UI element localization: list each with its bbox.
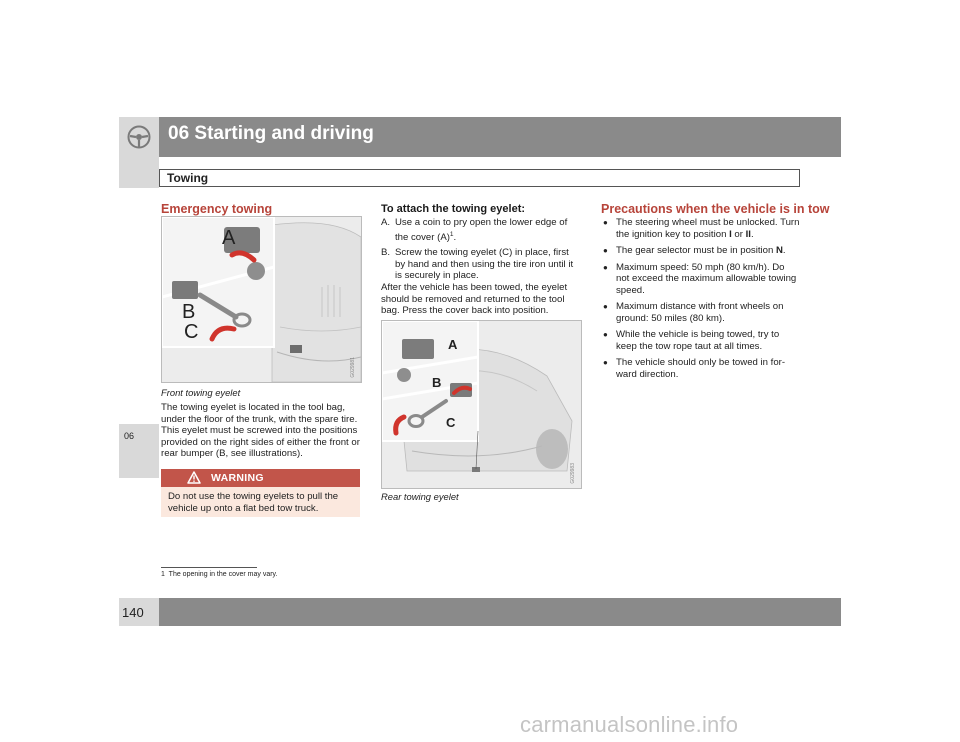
footnote-rule (161, 567, 257, 568)
precautions-heading (601, 202, 830, 216)
footer-band (159, 598, 841, 626)
text-part: The gear selector must be in position (616, 245, 776, 256)
gear-label: N (775, 245, 783, 256)
page-number: 140 (122, 605, 144, 620)
figure-label-b: B (432, 375, 442, 390)
rear-towing-illustration (382, 321, 581, 488)
watermark: carmanualsonline.info (520, 712, 739, 737)
precautions-list (601, 217, 800, 385)
eyelet-location-text: The towing eyelet is located in the tool bag, under the floor of the trunk, with the spare tire. This eyelet must be screwed into the positions provided on the right sides of either the front or rear bumper (B, see illustrations). (161, 402, 360, 459)
precaution-text: While the vehicle is being towed, try to keep the tow rope taut at all times. (616, 329, 780, 352)
steering-wheel-icon (127, 125, 151, 149)
warning-triangle-icon (187, 471, 201, 484)
precaution-item (601, 217, 800, 240)
warning-label: WARNING (211, 472, 264, 484)
chapter-side-tab-label: 06 (124, 431, 135, 441)
precaution-text: Maximum speed: 50 mph (80 km/h). Do not exceed the maximum allowable towing speed. (616, 261, 797, 296)
footnote-ref[interactable]: 1 (449, 230, 454, 238)
figure-code: G029981 (350, 357, 356, 378)
position-label: I (729, 228, 732, 240)
step-marker: A. (381, 217, 391, 228)
warning-text: Do not use the towing eyelets to pull the vehicle up onto a flat bed tow truck. (168, 491, 339, 514)
figure-label-b: B (182, 301, 196, 323)
step-text-tail: . (453, 231, 457, 243)
attach-eyelet-heading (381, 203, 525, 215)
bullet-icon: ● (603, 262, 608, 272)
front-eyelet-caption: Front towing eyelet (161, 387, 241, 398)
precaution-text (616, 217, 800, 240)
step-a (381, 217, 580, 243)
rear-eyelet-caption: Rear towing eyelet (381, 491, 459, 502)
bullet-icon: ● (603, 218, 608, 227)
after-towing-text: After the vehicle has been towed, the eyelet should be removed and returned to the tool bag. Press the cover back into position. (381, 282, 568, 316)
section-title-bar (159, 169, 800, 187)
section-title: Towing (167, 171, 209, 185)
bullet-icon: ● (603, 330, 608, 339)
rear-towing-eyelet-figure (381, 320, 582, 489)
text-part: The steering wheel must be unlocked. Turn the ignition key to position (616, 217, 800, 240)
figure-label-a: A (222, 227, 236, 249)
precaution-text (616, 245, 800, 257)
heading-text: Precautions when the vehicle is in tow (601, 202, 830, 216)
attach-steps-list (381, 217, 580, 282)
figure-label-c: C (446, 415, 456, 430)
position-label: II (745, 228, 751, 240)
bullet-icon: ● (603, 302, 608, 311)
precaution-text: Maximum distance with front wheels on ground: 50 miles (80 km). (616, 301, 784, 324)
precaution-text: The vehicle should only be towed in for-ward direction. (616, 357, 786, 380)
chapter-title: 06 Starting and driving (168, 123, 374, 144)
precaution-item (601, 262, 800, 297)
figure-label-a: A (448, 337, 458, 352)
precaution-item (601, 301, 800, 324)
front-towing-eyelet-figure (161, 216, 362, 383)
text-part: or (731, 228, 746, 240)
step-text (395, 217, 580, 243)
precaution-item (601, 329, 800, 352)
figure-label-c: C (184, 321, 199, 343)
footnote (161, 571, 278, 578)
figure-code: G029983 (570, 463, 576, 484)
precaution-item (601, 357, 800, 380)
header-side-block (119, 157, 159, 188)
heading-text: Emergency towing (161, 202, 273, 216)
bullet-icon: ● (603, 358, 608, 367)
bullet-icon: ● (603, 246, 608, 255)
footnote-marker: 1 (161, 571, 165, 578)
step-b (381, 247, 580, 282)
precaution-item (601, 245, 800, 257)
step-marker: B. (381, 247, 391, 259)
text-part: . (750, 228, 754, 240)
heading-text: To attach the towing eyelet: (381, 203, 526, 215)
footnote-text: The opening in the cover may vary. (168, 571, 278, 578)
emergency-towing-heading (161, 202, 272, 216)
text-part: . (782, 245, 786, 256)
step-text-main: Use a coin to pry open the lower edge of the cover (A) (395, 217, 568, 243)
front-towing-illustration (162, 217, 361, 382)
step-text: Screw the towing eyelet (C) in place, first by hand and then using the tire iron until it is securely in place. (395, 247, 574, 282)
